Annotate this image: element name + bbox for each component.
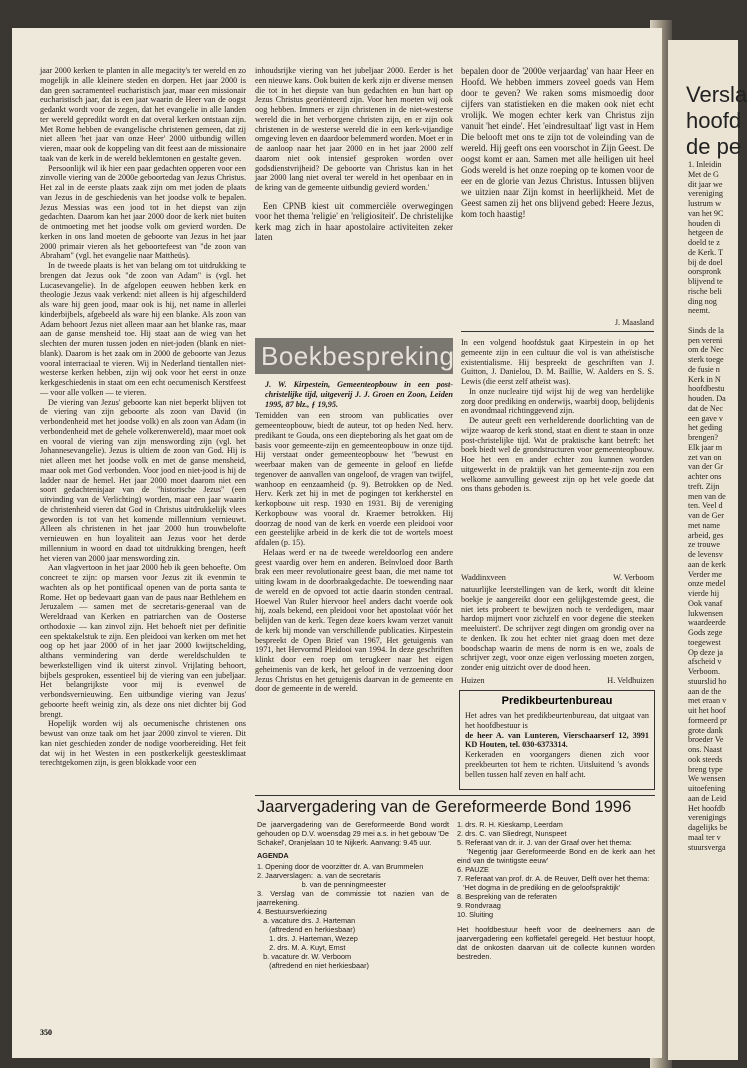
signature-name: W. Verboom (613, 573, 654, 582)
right-page-line: Kerk in N (688, 374, 721, 384)
page-number: 350 (40, 1028, 52, 1037)
right-page-line: Met de G (688, 169, 719, 179)
right-heading-line: de pe (686, 134, 742, 159)
agenda-item: 'Negentig jaar Gereformeerde Bond en de kerk aan het eind van de twintigste eeuw' (457, 847, 658, 865)
signature-veldhuizen (461, 676, 654, 686)
signature-verboom (461, 573, 654, 583)
agenda-item: 2. drs. M. A. Kuyt, Emst (257, 943, 346, 952)
jaarvergadering-left (257, 820, 452, 1010)
right-page-line: stuurslid ho (688, 676, 727, 686)
right-page-line: ten. Veel d (688, 501, 723, 511)
agenda-item: 7. Referaat van prof. dr. A. de Reuver, Delft over het thema: (457, 874, 650, 883)
right-page-text (688, 160, 738, 852)
right-page-line: We wensen (688, 774, 726, 784)
right-page-line: lukwensen (688, 608, 724, 618)
right-page-line: waardeerde (688, 618, 726, 628)
right-page-line: verenigings (688, 813, 727, 823)
right-page-line: lustrum w (688, 199, 721, 208)
right-page-line: afscheid v (688, 657, 722, 667)
right-page-line: de fusie n (688, 364, 720, 374)
paragraph: De jaarvergadering van de Gereformeerde Bond wordt gehouden op D.V. woensdag 29 mei a.s. in het gebouw 'De Schakel', Oranjelaan 10 te Nijkerk. Aanvang: 9.45 uur. (257, 820, 449, 847)
right-page-line: aan de Leid (688, 793, 727, 803)
right-page-line: ons. Naast (688, 745, 723, 754)
right-page-line: sterk toege (688, 355, 724, 364)
right-page-line: rische beli (688, 286, 722, 296)
agenda-item: 10. Sluiting (457, 910, 494, 919)
right-page-line: uitoefening (688, 784, 726, 793)
paragraph: bepalen door de '2000e verjaardag' van haar Heer en Hoofd. We hebben immers zoveel goeds van Hem door te geven? We raken soms mismoedig door cijfers van statistieken en die maken ook niet echt vrolijk. We mogen echter kerk van Christus zijn vanuit 'het einde'. Het 'eindresultaat' ligt vast in Hem Die belooft met ons te zijn tot de voleinding van de wereld. Hij geeft ons een voorschot in Zijn Geest. De oogst komt er aan. Samen met alle heiligen uit heel Gods wereld is het onze roeping op te komen voor de eer en de glorie van Jezus Christus. Intussen blijven we uitzien naar Zijn komst in heerlijkheid. Met de Geest samen zij het ons blijvend gebed: Heere Jezus, kom toch haastig! (461, 66, 654, 219)
right-page-line: achter ons (688, 472, 722, 481)
right-page-line: broeder Ve (688, 735, 724, 745)
right-page-line: maal ter v (688, 832, 721, 842)
right-page-line: zet van on (688, 452, 722, 462)
right-page-line: ding nog (688, 296, 717, 306)
right-page-line: houden di (688, 218, 721, 228)
agenda-list-left (257, 862, 452, 970)
paragraph: De auteur geeft een verhelderende doorlichting van de wijze waarop de kerk stond, staat en dient te staan in onze post-christelijke tijd. Wat de praktische kant betreft: het boek biedt wel de grondstructuren voor gemeenteopbouw. Hoe het een en ander echter zou kunnen worden uitgewerkt in de praktijk van het gemeente-zijn zou een welkome aanvulling geweest zijn op het vele goede dat ons thans geboden is. (461, 416, 654, 494)
right-page-line: onze medel (688, 579, 726, 589)
predikbeurtenbureau-body (465, 711, 649, 779)
right-page-line: ze trouwe (688, 540, 721, 550)
right-page-line: bij de doel (688, 257, 723, 267)
right-page-line: dit jaar we (688, 179, 723, 189)
right-page-line: dat de Nec (688, 403, 724, 413)
book-review (255, 380, 453, 780)
address: de heer A. van Lunteren, Vierschaarserf 12, 3991 KD Houten, tel. 030-6373314. (465, 730, 649, 750)
signature-place: Huizen (461, 676, 485, 685)
right-page-line: Elk jaar m (688, 442, 723, 452)
paragraph: In de tweede plaats is het van belang om tot uitdrukking te brengen dat Jezus ook "de zoon van Adam" is (vgl. het Lucasevangelie). In de afgelopen eeuwen hebben kerk en theologie Jezus vaak verkend: niet alleen is hij afgeschilderd als ware hij geen jood, maar ook is hij, net name in allerlei kinderbijbels, afgebeeld als ware hij een blanke. Als zoon van Adam behoort Jezus niet alleen maar aan het blanke ras, maar aan de ganse mensheid toe. Hij staat aan de wieg van het slechten der muren tussen joden en niet-joden (blank en niet-blank). Daarom is het zaak om in 2000 de geboorte van Jezus vooral interraciaal te vieren. Wij in Nederland tientallen niet-westerse kerken hebben, zijn wij ook voor het eerst in onze kerkgeschiedenis in staat om een echt oecumenisch Kerstfeest — voor alle volken — te vieren. (40, 261, 246, 397)
right-page-line: hoofdbestu (688, 384, 725, 394)
right-page-line: met name (688, 520, 721, 530)
paragraph: Helaas werd er na de tweede wereldoorlog een andere geest vaardig over hem en anderen. Beïnvloed door Barth brak een meer revolutionaire geest baan, die met name tot uiting kwam in de doorbraakgedachte. De toewending naar de wereld en de opvoed tot actie daarin stonden centraal. Hoewel Van Ruler hiervoor heel anders dacht voerde ook hij, zoals bekend, een pleidooi voor het apostolaat vóór het belijden van de kerk. Tegen deze koers kwam verzet vanuit de kerk bij monde van verschillende publicaties. Kirpestein bespreekt de Open Brief van 1967, Het getuigenis van 1971, het Hervormd Pleidooi van 1994. In deze geschriften klinkt door een roep om terugkeer naar het eigen geheimenis van de kerk, het geloof in de verzoening door Jezus Christus en het getuigenis daarvan in de gemeente en door de gemeente in de wereld. (255, 547, 453, 694)
agenda-item: 4. Bestuursverkiezing (257, 907, 327, 916)
right-page-line: Sinds de la (688, 325, 724, 335)
right-page-line (688, 316, 738, 326)
agenda-item: 8. Bespreking van de referaten (457, 892, 557, 901)
paragraph: In onze nucleaire tijd wijst hij de weg van herdelijke zorg door prediking en onderwijs, waarbij doop, belijdenis en avondmaal richtinggevend zijn. (461, 386, 654, 416)
agenda-list-right (457, 820, 658, 919)
paragraph: inhoudsrijke viering van het jubeljaar 2000. Eerder is het een nieuwe kans. Ook buiten de kerk zijn er diverse mensen die tot in het diepste van hun gedachten en hun hart op Jezus Christus georiënteerd zijn. Voor hen moeten wij ook oog hebben. Immers er zijn christenen in de niet-westerse wereld die in het verborgene christen zijn, en er zijn ook christenen in de westerse wereld die in een kerk-vijandige omgeving leven en daardoor belemmerd worden. Moet er in de aanloop naar het jaar 2000 en in het jaar 2000 zelf daarom niet ook intensief gesproken worden over godsdienstvrijheid? De geboorte van Christus kan in het jaar 2000 lang niet overal ter wereld in het openbaar en in de kring van de gemeente uitbundig gevierd worden.' (255, 66, 453, 192)
right-page-line: houden. Da (688, 394, 726, 403)
agenda-item: 1. drs. J. Harteman, Wezep (257, 934, 358, 943)
right-page-line: brengen? (688, 433, 719, 442)
agenda-item: 'Het dogma in de prediking en de geloofspraktijk' (457, 883, 621, 892)
right-page-line: aan de kerk (688, 559, 726, 569)
right-page-line: arbeid, ges (688, 530, 724, 540)
right-page-line: treft. Zijn (688, 481, 720, 491)
agenda-item: 9. Rondvraag (457, 901, 501, 910)
column-2 (255, 66, 453, 326)
paragraph: Kerkeraden en voorgangers dienen zich voor preekbeurten tot hem te richten. Uitsluitend 's avonds bellen tussen half zeven en half acht. (465, 750, 649, 779)
right-page-line: grote dank (688, 725, 723, 735)
right-page-line: Verder me (688, 569, 722, 579)
right-page-line: breng type (688, 764, 723, 774)
right-page-line: dagelijks be (688, 823, 728, 832)
right-page-line: Het hoofdb (688, 803, 726, 813)
agenda-item: 6. PAUZE (457, 865, 489, 874)
right-page-line: van de Ger (688, 511, 724, 520)
agenda-item: (aftredend en niet herkiesbaar) (257, 961, 369, 970)
signature-place: Waddinxveen (461, 573, 506, 582)
agenda-item: a. vacature drs. J. Harteman (257, 916, 356, 925)
paragraph: jaar 2000 kerken te planten in alle megacity's ter wereld en zo mogelijk in alle kleinere steden en dorpen. Het jaar 2000 is dan geen sacramenteel eucharistisch jaar, maar een missionair eucharistisch jaar, dat is een jaar waarin de Heer van de oogst gedankt wordt voor de zegen, dat het evangelie in alle landen ter wereld gepredikt wordt en dat overal kerken ontstaan zijn. Met Rome hebben de evangelische christenen gemeen, dat zij niet alleen 'het jaar van onze Heer' 2000 uitbundig willen vieren, maar ook de koppeling van dit feest aan de missionaire taak van de kerk in de wereld beklemtonen en gestalte geven. (40, 66, 246, 163)
right-page-line: oorspronk (688, 267, 722, 277)
divider (461, 331, 654, 332)
right-heading-line: hoofd (686, 108, 742, 133)
right-page-line: hetgeen de (688, 228, 724, 238)
right-page-line: blijvend te (688, 277, 723, 286)
paragraph: Het hoofdbestuur heeft voor de deelnemers aan de jaarvergadering een koffietafel geregeld. Het bestuur hoopt, dat de onkosten daarvan uit de collecte kunnen worden bestreden. (457, 925, 655, 961)
paragraph: natuurlijke leerstellingen van de kerk, wordt dit kleine boekje je aangereikt door een gelijkgestemde geest, die niet iets probeert te bewijzen noch te verdedigen, maar hardop mijmert voor zichzelf en voor degene die steeken meeluistert'. De schrijver zegt dingen om grondig over na te denken. Ik zou het echter niet graag doen met deze boodschap waarin de mens de norm is en we, zoals de schrijver zegt, voor onze eigen verlossing moeten zorgen, zonder enig uitzicht over de dood heen. (461, 585, 654, 672)
right-page-line: toegewest (688, 637, 721, 647)
agenda-item: 5. Referaat van dr. ir. J. van der Graaf over het thema: (457, 838, 632, 847)
agenda-item: b. van de penningmeester (257, 880, 386, 889)
right-page-line: vereniging (688, 189, 724, 199)
right-page-line: stuursverga (688, 842, 726, 852)
right-heading-line: Versla (686, 82, 747, 107)
right-page-line: vierde hij (688, 589, 720, 598)
right-page-line: formeerd pr (688, 715, 727, 725)
agenda-item: 2. drs. C. van Sliedregt, Nunspeet (457, 829, 567, 838)
agenda-item: 1. Opening door de voorzitter dr. A. van Brummelen (257, 862, 424, 871)
divider (255, 795, 655, 796)
right-page-line: om de Nec (688, 345, 724, 355)
right-page-line: het geding (688, 423, 723, 433)
paragraph: Een CPNB kiest uit commerciële overwegingen voor het thema 'religie' en 'religiositeit'. De christelijke kerk mag zich in haar apostolaire activiteiten zeker laten (255, 200, 453, 243)
agenda-label: AGENDA (257, 851, 289, 860)
agenda-item: 2. Jaarverslagen: a. van de secretaris (257, 871, 381, 880)
predikbeurtenbureau-title: Predikbeurtenbureau (501, 695, 613, 707)
right-page-line: aan de the (688, 686, 722, 696)
agenda-item: 3. Verslag van de commissie tot nazien van de jaarrekening. (257, 889, 452, 907)
right-page-line: de Kerk. T (688, 247, 724, 257)
right-page-line: men van de (688, 491, 726, 501)
right-page-line: pen vereni (688, 335, 723, 345)
paragraph: Het adres van het predikbeurtenbureau, dat uitgaat van het hoofdbestuur is (465, 711, 649, 730)
right-page-line: van het 9C (688, 208, 724, 218)
right-page-line: met eraan v (688, 696, 727, 706)
column-1 (40, 66, 246, 1026)
right-page-line: Verboom. (688, 667, 721, 676)
right-page-line: van der Gr (688, 462, 724, 472)
signature-maasland: J. Maasland (614, 318, 654, 327)
signature-name: H. Veldhuizen (607, 676, 654, 685)
right-page-line: Ook vanaf (688, 598, 723, 608)
paragraph: De viering van Jezus' geboorte kan niet beperkt blijven tot de viering van zijn geboorte als zoon van David (in verbondenheid met het joodse volk) en als zoon van Adam (in verbondenheid met de gehele volkerenwereld), maar moet ook en vooral de viering van zijn menswording zijn (vgl. het Johannesevangelie). Jezus is ultiem de zoon van God. Hij is niet alleen met het joodse volk en met de ganse mensheid, maar ook met God verbonden. Voor jood en niet-jood is hij de ladder naar de hemel. Het jaar 2000 moet daarom niet een soort gedachtenisjaar van de "historische Jezus" (een uitvinding van de Verlichting) worden, maar een jaar waarin de christenheid vieren dat God in Christus uitdrukkelijk vlees geworden is tot van het komende millennium vernieuwt. Alleen als christenen in het jaar 2000 hun trouwbelofte vernieuwen en hun loyaliteit aan Jezus voor het derde millennium in woord en daad tot uitdrukking brengen, heeft het vieren van 2000 jaar menswording zin. (40, 397, 246, 563)
right-page-line: Gods zege (688, 628, 723, 637)
paragraph: In een volgend hoofdstuk gaat Kirpestein in op het gemeente zijn in een cultuur die vol is van atheïstische existentialisme. Hij bespreekt de geschriften van J. Guitton, J. Danielou, D. M. Baillie, W. Aalders en S. S. Lewis (die eerst zelf atheïst was). (461, 338, 654, 386)
right-page-line: uit het hoof (688, 706, 726, 715)
paragraph: Persoonlijk wil ik hier een paar gedachten opperen voor een zinvolle viering van de 2000e geboortedag van Jezus Christus. Het zal in de eerste plaats zaak zijn om met joden de plaats van Jezus in de geschiedenis van het joodse volk te bepalen. Jezus Messias was een jood tot in het diepst van zijn gedachten. Daarom kan het jaar 2000 door de kerk niet buiten de ontmoeting met het joodse volk om gevierd worden. De kerken in ons land moeten de geboorte van Jezus in het jaar 2000 primair vieren als het geboortefeest van "de zoon van Abraham" (vgl. het evangelie naar Mattheüs). (40, 163, 246, 261)
jaarvergadering-right (457, 820, 658, 1025)
jaarvergadering-title: Jaarvergadering van de Gereformeerde Bond 1996 (257, 798, 632, 816)
column-4b (461, 585, 654, 673)
column-4 (461, 338, 654, 570)
predikbeurtenbureau-box (459, 690, 655, 790)
column-3 (461, 66, 654, 316)
right-page-line: 1. Inleidin (688, 160, 722, 169)
right-page-line: de levensv (688, 550, 723, 559)
paragraph: Hopelijk worden wij als oecumenische christenen ons bewust van onze taak om het jaar 2000 zinvol te vieren. Dit kan niet geschieden zonder de nodige voorbereiding. Het feit dat wij in het Westen in een postkerkelijk geestesklimaat terechtgekomen zijn, is geen blokkade voor een (40, 719, 246, 768)
right-page-line: doeld te z (688, 238, 720, 247)
agenda-item: (aftredend en herkiesbaar) (257, 925, 356, 934)
agenda-item: 1. drs. R. H. Kieskamp, Leerdam (457, 820, 563, 829)
right-page-line: een gave v (688, 413, 724, 423)
book-citation: J. W. Kirpestein, Gemeenteopbouw in een post-christelijke tijd, uitgeverij J. J. Groen en Zoon, Leiden 1995, 87 blz., ƒ 19,95. (265, 380, 453, 409)
boekbespreking-header: Boekbespreking (255, 338, 453, 374)
right-page-line: neemt. (688, 306, 711, 316)
right-page-line: ook steeds (688, 754, 723, 764)
right-page-line: Op deze ja (688, 647, 724, 657)
agenda-item: b. vacature dr. W. Verboom (257, 952, 352, 961)
paragraph: Temidden van een stroom van publicaties over gemeenteopbouw, biedt de auteur, tot op heden Ned. herv. predikant te Gouda, ons een diepteboring als het gaat om de basis voor gemeente-zijn en gemeenteopbouw in onze tijd. Hij verstaat onder gemeenteopbouw het "bewust en weerbaar maken van de gemeente in geloof en liefde tegenover de aanvallen van ongeloof, de vragen van twijfel, wanhoop en eenzaamheid (p. 9). Betrokken op de Ned. Herv. Kerk zet hij in met de pogingen tot kerkherstel en kerkopbouw uit resp. 1930 en 1931. Bij de vereniging Kerkopbouw was vooral dr. Kraemer betrokken. Hij doorzag de nood van de kerk en voerde een pleidooi voor een geestelijke arbeid in de kerk die tot de wortels moest afdalen (p. 15). (255, 411, 453, 547)
left-page (12, 28, 662, 1058)
paragraph: Aan vlagvertoon in het jaar 2000 heb ik geen behoefte. Om concreet te zijn: op marsen voor Jezus zit ik evenmin te wachten als op het pontificaal openen van de porta santa te Rome. Het op bedevaart gaan van de paus naar Bethlehem en Jeruzalem — samen met de secretaris-generaal van de Wereldraad van Kerken en patriarchen van de Oosterse orthodoxie — kan zinvol zijn. Het behoeft niet per definitie een spektakelstuk te zijn. Een pleidooi van kerken om met het oog op het jaar 2000 of in het jaar 2000 kwijtschelding, althans vermindering van derde wereldschulden te bewerkstelligen vind ik uiterst zinvol. Vrijlating behoort, bijbels gesproken, essentieel bij de viering van een jubeljaar. Het belangrijkste voor mij is evenwel de verbondsvernieuwing. Een uitbundige viering van Jezus' geboorte heeft weinig zin, als deze ons niet dichter bij God brengt. (40, 563, 246, 719)
